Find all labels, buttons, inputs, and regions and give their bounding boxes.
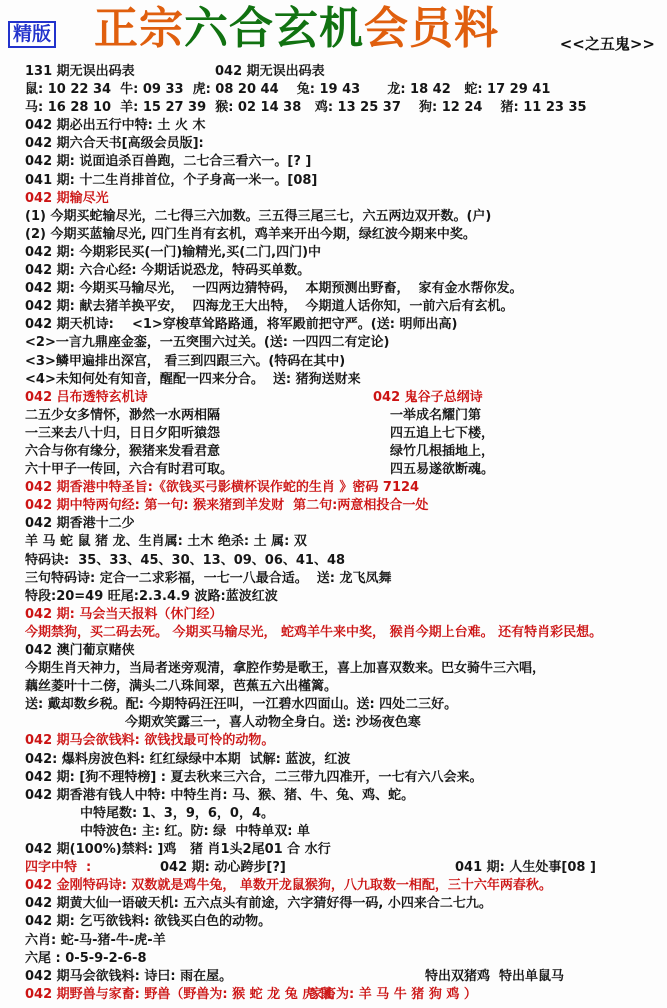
document-body: [0, 61, 667, 1004]
text-segment: 131 期无误出码表: [25, 64, 135, 79]
row-liuxiao: [25, 932, 663, 950]
row-duxia-3: [25, 696, 663, 714]
row-duxia-1: [25, 660, 663, 678]
text-segment: 042 期: 今期彩民买(一门)输精光,买(二门,四门)中: [25, 244, 322, 260]
text-segment: 042 期: 动心跨步[?]: [160, 860, 286, 876]
row-tianshu-heading: [25, 135, 663, 153]
row-caimin: [25, 244, 663, 262]
text-segment: 042 期: 说面追杀百兽跑，二七合三看六一。[? ]: [25, 154, 312, 170]
text-segment: 特出双猪鸡 特出单鼠马: [425, 968, 565, 984]
row-aomen-duxia: [25, 642, 663, 660]
text-segment: 四五追上七下楼，: [390, 425, 495, 441]
text-segment: 六合与你有缘分，猴猪来发看君意: [25, 443, 221, 459]
text-segment: 四字中特 :: [25, 860, 92, 876]
text-segment: 042 金刚特码诗: 双数就是鸡牛兔， 单数开龙鼠猴狗，八九取数一相配，三十六年两春秋。: [25, 878, 552, 894]
row-sizi-zhongte: [25, 859, 663, 877]
row-huangdaxian: [25, 895, 663, 913]
row-shiershao: [25, 515, 663, 533]
row-yeshou-jiachu: [25, 986, 663, 1004]
title-segment: 会员料: [364, 3, 499, 54]
row-verse-041: [25, 172, 663, 190]
text-segment: 鼠: 10 22 34 牛: 09 33 虎: 08 20 44 兔: 19 43 龙: 18 42 蛇: 17 29 41: [25, 82, 551, 98]
text-segment: 042 期: 马会当天报料（休门经）: [25, 606, 223, 622]
text-segment: 042 期六合天书[高级会员版]:: [25, 136, 204, 152]
text-segment: 042 期必出五行中特: 土 火 木: [25, 118, 206, 134]
row-zodiac-numbers-2: [25, 99, 663, 117]
text-segment: 042 期中特两句经: 第一句: 猴来猪到羊发财 第二句:两意相投合一处: [25, 498, 429, 514]
row-qigai: [25, 913, 663, 931]
text-segment: 042 期: 献去猪羊换平安， 四海龙王大出特， 今期道人话你知，一前六后有玄机。: [25, 299, 514, 315]
title-segment: 正宗: [94, 3, 184, 54]
row-shengzhi: [25, 479, 663, 497]
edition-suffix: <<之五鬼>>: [559, 35, 655, 53]
text-segment: <4>未知何处有知音，醒配一四来分合。 送: 猪狗送财来: [25, 371, 361, 387]
row-bose: [25, 823, 663, 841]
row-shujinguang-2: [25, 226, 663, 244]
row-poem-3: [25, 443, 663, 461]
text-segment: 二五少女多情怀，渺然一水两相隔: [25, 407, 221, 423]
text-segment: 042 期黄大仙一语破天机: 五六点头有前途，六字猜好得一码, 小四来合二七九。: [25, 896, 492, 912]
row-tianjishi-4: [25, 371, 663, 389]
text-segment: 三句特码诗: 定合一二求彩福，一七一八最合适。 送: 龙飞凤舞: [25, 570, 392, 586]
row-liuwei: [25, 950, 663, 968]
text-segment: 042 期: 六合心经: 今期话说恐龙，特码买单数。: [25, 263, 311, 279]
page-title: [94, 0, 499, 58]
row-maima: [25, 280, 663, 298]
edition-badge: 精版: [8, 21, 56, 48]
text-segment: 藕丝菱叶十二傍，满头二八珠间翠，芭蕉五六出槿篱。: [25, 679, 338, 695]
text-segment: 042 吕布透特玄机诗: [25, 389, 148, 405]
text-segment: 特码诀: 35、33、45、30、13、09、06、41、48: [25, 552, 346, 568]
text-segment: 042 期: 今期买马输尽光， 一四两边猜特码， 本期预测出野畜， 家有金水帮你发。: [25, 281, 523, 297]
text-segment: 042 期: 乞丐欲钱料: 欲钱买白色的动物。: [25, 914, 272, 930]
text-segment: 042: 爆料房波色料: 红红绿绿中本期 试解: 蓝波，红波: [25, 751, 351, 767]
row-xinjing: [25, 262, 663, 280]
text-segment: 今期生肖天神力，当局者迷旁观清，拿腔作势是歌王，喜上加喜双数来。巴女骑牛三六唱，: [25, 661, 546, 677]
row-sanju-temashi: [25, 570, 663, 588]
text-segment: 六十甲子一传回，六合有时君可取。: [25, 462, 234, 478]
row-goubuli: [25, 769, 663, 787]
text-segment: 一举成名耀门第: [390, 407, 482, 423]
row-jinliao: [25, 841, 663, 859]
text-segment: 六肖: 蛇-马-猪-牛-虎-羊: [25, 932, 166, 948]
row-verse-042: [25, 153, 663, 171]
row-weishu: [25, 805, 663, 823]
row-five-elements: [25, 117, 663, 135]
text-segment: 042 期香港有钱人中特: 中特生肖: 马、猴、猪、牛、兔、鸡、蛇。: [25, 787, 415, 803]
text-segment: 042 期天机诗: <1>穿梭草耸路路通，将军殿前把守严。(送: 明师出高): [25, 317, 458, 333]
row-tianjishi-1: [25, 316, 663, 334]
text-segment: 今期欢笑露三一，喜人动物全身白。送: 沙场夜色寒: [125, 715, 421, 731]
text-segment: 042 期马会欲钱料: 欲钱找最可怜的动物。: [25, 733, 275, 749]
text-segment: <3>鳞甲遍排出深宫， 看三到四跟三六。(特码在其中): [25, 353, 346, 369]
text-segment: 送: 戴却数乡税。配: 今期特码汪汪叫，一江碧水四面山。送: 四处二三好。: [25, 697, 458, 713]
row-poem-1: [25, 407, 663, 425]
text-segment: 042 期输尽光: [25, 190, 109, 206]
text-segment: 041 期: 十二生肖排首位，个子身高一米一。[08]: [25, 172, 318, 188]
text-segment: 041 期: 人生处事[08 ]: [455, 860, 596, 876]
text-segment: 042 澳门葡京赌侠: [25, 643, 135, 658]
row-tianjishi-2: [25, 334, 663, 352]
text-segment: 042 期(100%)禁料: ]鸡 猪 肖1头2尾01 合 水行: [25, 842, 331, 858]
row-zodiac-numbers-1: [25, 81, 663, 99]
row-shengxiao-list: [25, 533, 663, 551]
text-segment: <2>一言九鼎座金銮，一五突围六过关。(送: 一四四二有定论): [25, 335, 390, 351]
row-shujinguang-1: [25, 208, 663, 226]
text-segment: 042 期香港十二少: [25, 516, 135, 532]
text-segment: 中特波色: 主: 红。防: 绿 中特单双: 单: [80, 823, 310, 839]
text-segment: 中特尾数: 1、3，9，6，0，4。: [80, 805, 274, 821]
text-segment: (2) 今期买蓝输尽光, 四门生肖有玄机，鸡羊来开出今期，绿红波今期来中奖。: [25, 226, 476, 242]
row-yuqianliao: [25, 732, 663, 750]
text-segment: 四五易遂欲断魂。: [390, 462, 495, 478]
row-temajue: [25, 552, 663, 570]
row-poem-headings: [25, 389, 663, 407]
heading-shujinguang: [25, 190, 663, 208]
text-segment: 一三来去八十归，日日夕阳听猿怨: [25, 425, 221, 441]
row-youqianren: [25, 787, 663, 805]
row-jingou: [25, 624, 663, 642]
page-header: [0, 0, 667, 61]
text-segment: 家畜为: 羊 马 牛 猪 狗 鸡 ）: [310, 986, 477, 1002]
text-segment: 042 期香港中特圣旨:《欲钱买弓影横杯误作蛇的生肖 》密码 7124: [25, 480, 420, 496]
text-segment: 042 期马会欲钱料: 诗曰: 雨在屋。: [25, 968, 233, 984]
row-baoliaofang: [25, 751, 663, 769]
text-segment: 马: 16 28 10 羊: 15 27 39 猴: 02 14 38 鸡: 13 25 37 狗: 12 24 猪: 11 23 35: [25, 100, 587, 116]
text-segment: 羊 马 蛇 鼠 猪 龙、生肖属: 土木 绝杀: 土 属: 双: [25, 534, 307, 550]
row-tianjishi-3: [25, 353, 663, 371]
row-liangjujing: [25, 497, 663, 515]
row-duxia-2: [25, 678, 663, 696]
text-segment: 特段:20=49 旺尾:2.3.4.9 波路:蓝波红波: [25, 588, 278, 604]
row-poem-2: [25, 425, 663, 443]
row-mahui-baoliao: [25, 606, 663, 624]
row-xianqu: [25, 298, 663, 316]
text-segment: 042 鬼谷子总纲诗: [373, 389, 483, 405]
row-shiyue: [25, 968, 663, 986]
text-segment: 今期禁狗，买二码去死。 今期买马输尽光， 蛇鸡羊牛来中奖， 猴肖今期上台难。 还有特肖彩民想。: [25, 624, 603, 640]
row-teduan: [25, 588, 663, 606]
title-segment: 六合玄机: [184, 3, 364, 54]
row-jingang: [25, 877, 663, 895]
text-segment: 042 期野兽与家畜: 野兽（野兽为: 猴 蛇 龙 兔 虎 鼠: [25, 986, 333, 1002]
text-segment: (1) 今期买蛇输尽光，二七得三六加数。三五得三尾三七，六五两边双开数。(户): [25, 208, 492, 224]
text-segment: 六尾 : 0-5-9-2-6-8: [25, 950, 147, 966]
row-duxia-4: [25, 714, 663, 732]
row-poem-4: [25, 461, 663, 479]
text-segment: 042 期无误出码表: [215, 64, 325, 79]
text-segment: 042 期: [狗不理特榜] : 夏去秋来三六合，二三带九四准开，一七有六八会来。: [25, 769, 483, 785]
row-table-headers: [25, 63, 663, 81]
text-segment: 绿竹几根插地上，: [390, 443, 495, 459]
